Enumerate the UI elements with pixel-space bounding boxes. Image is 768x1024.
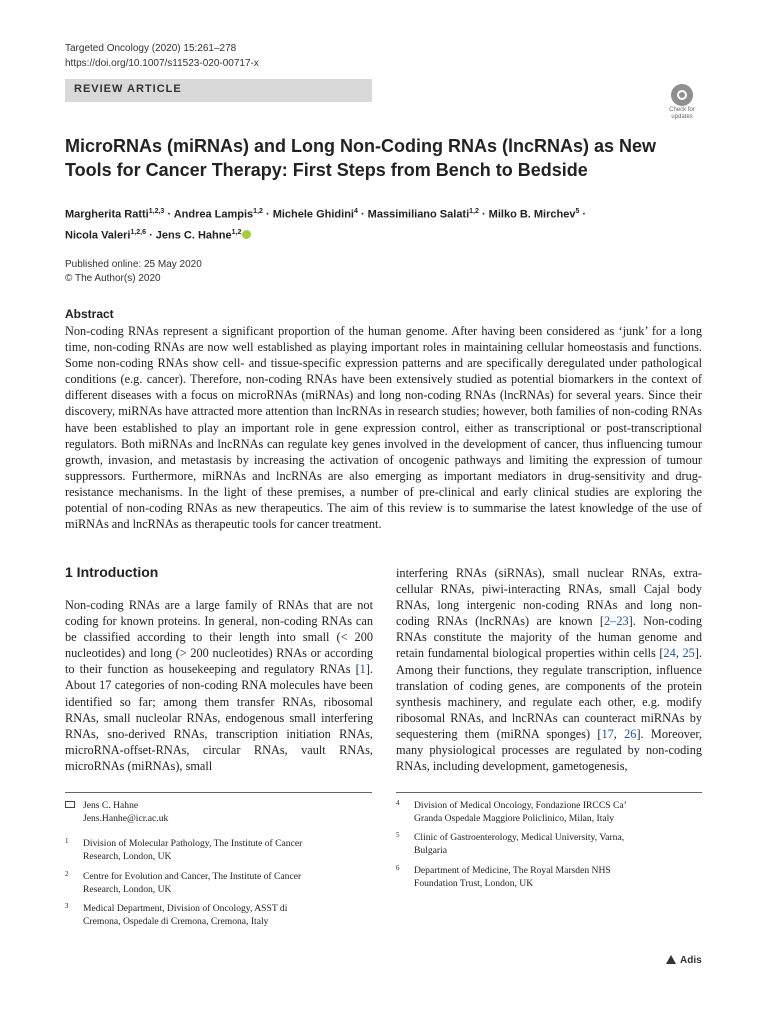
publication-info [65, 258, 202, 286]
footnote-line: Research, London, UK [83, 883, 172, 895]
abstract-heading: Abstract [65, 307, 114, 321]
author-name[interactable]: Massimiliano Salati [367, 208, 470, 221]
doi-link[interactable]: https://doi.org/10.1007/s11523-020-00717-x [65, 58, 259, 69]
citation-link[interactable]: 17 [601, 726, 614, 741]
author-affiliation: 1,2 [231, 228, 242, 236]
footnote-line: Division of Molecular Pathology, The Institute of Cancer [83, 838, 303, 849]
intro-text: , [613, 726, 625, 741]
author-name[interactable]: Michele Ghidini [272, 208, 354, 221]
affiliation-footnote [396, 832, 696, 858]
footnote-divider-left [65, 792, 372, 793]
published-date: Published online: 25 May 2020 [65, 259, 202, 270]
check-badge-line2: updates [671, 114, 693, 120]
footnote-line: Granda Ospedale Maggiore Policlinico, Milan, Italy [414, 812, 615, 824]
affiliation-footnote [396, 800, 696, 826]
footnote-line: Clinic of Gastroenterology, Medical University, Varna, [414, 832, 625, 843]
author-line-2: Nicola Valeri$^{1,2,6}$ · Jens C. Hahne$^{1,2}$ [65, 224, 685, 245]
footnote-line: Bulgaria [414, 844, 448, 856]
article-type-label: REVIEW ARTICLE [74, 83, 182, 95]
footnote-number: 3 [65, 902, 69, 910]
check-badge-line1: Check for [669, 107, 695, 113]
footnote-number: 1 [65, 837, 69, 845]
intro-text: ]. Among their functions, they regulate transcription, influence translation of coding genes, are components of the protein synthesis machinery, and regulate each other, e.g. modify ribosomal RNAs, and lncRNAs can counteract miRNAs by sequestering them (miRNA sponges) [ [396, 646, 702, 741]
abstract-text: Non-coding RNAs represent a significant proportion of the human genome. After having been considered as ‘junk’ for a long time, non-coding RNAs are now well established as playing important roles in maintaining cellular homeostasis and functions. Some non-coding RNAs show cell- and tissue-specific expression patterns and are specifically deregulated under pathological conditions (e.g. cancer). Therefore, non-coding RNAs have been extensively studied as potential biomarkers in the context of different diseases with a focus on microRNAs (miRNAs) and long non-coding RNAs (lncRNAs) for several years. Since their discovery, miRNAs have attracted more attention than lncRNAs in research studies; however, both families of non-coding RNAs have been established to play an important role in gene expression control, either as transcriptional or post-transcriptional regulators. Both miRNAs and lncRNAs can regulate key genes involved in the development of cancer, thus influencing tumour growth, invasion, and metastasis by increasing the activation of oncogenic pathways and limiting the expression of tumour suppressors. Furthermore, miRNAs and lncRNAs are also emerging as important mediators in drug-sensitivity and drug-resistance mechanisms. In the light of these premises, a number of pre-clinical and early clinical studies are exploring the potential of non-coding RNAs as new therapeutics. The aim of this review is to summarise the latest knowledge of the use of miRNAs and lncRNAs as therapeutic tools for cancer treatment. [65, 324, 702, 532]
intro-text: ]. About 17 categories of non-coding RNA molecules have been identified so far; among them transfer RNAs, ribosomal RNAs, small nucleolar RNAs, endogenous small interfering RNAs, sno-derived RNAs, transcription initiation RNAs, microRNA-offset-RNAs, circular RNAs, vault RNAs, microRNAs (miRNAs), small [65, 662, 373, 773]
footnote-line: Department of Medicine, The Royal Marsden NHS [414, 865, 611, 876]
footnote-line: Centre for Evolution and Cancer, The Institute of Cancer [83, 871, 302, 882]
affiliation-footnote [65, 838, 365, 864]
intro-text: , [675, 646, 683, 661]
author-affiliation: 1,2,6 [130, 228, 147, 236]
journal-header [65, 41, 259, 71]
contact-email[interactable]: Jens.Hanhe@icr.ac.uk [83, 812, 169, 824]
footnote-number: 2 [65, 870, 69, 878]
author-affiliation: 1,2,3 [148, 208, 165, 215]
citation-link[interactable]: 26 [624, 726, 637, 741]
intro-text: Non-coding RNAs are a large family of RNAs that are not coding for known proteins. In general, non-coding RNAs can be classified according to their length into small (< 200 nucleotides) and long (> 200 nucleotides) RNAs or according to their function as housekeeping and regulatory RNAs [ [65, 598, 373, 677]
footnote-number: 6 [396, 864, 400, 872]
citation-link[interactable]: 24 [663, 646, 676, 661]
citation-link[interactable]: 2–23 [604, 614, 629, 629]
journal-citation: Targeted Oncology (2020) 15:261–278 [65, 43, 237, 54]
check-for-updates-badge[interactable] [662, 84, 702, 124]
footnote-line: Cremona, Ospedale di Cremona, Cremona, Italy [83, 915, 269, 927]
author-list [65, 203, 685, 244]
author-name[interactable]: Margherita Ratti [65, 208, 149, 221]
envelope-icon [65, 801, 75, 808]
intro-text: ]. Moreover, many physiological processes are regulated by non-coding RNAs, including development, gametogenesis, [396, 726, 702, 774]
footnote-line: Foundation Trust, London, UK [414, 877, 534, 889]
citation-link[interactable]: 25 [682, 646, 695, 661]
footnote-line: Division of Medical Oncology, Fondazione IRCCS Ca’ [414, 800, 627, 811]
intro-text: ]. Non-coding RNAs constitute the majority of the human genome and retain fundamental biological properties within cells [ [396, 614, 702, 661]
citation-link[interactable]: 1 [359, 662, 366, 677]
adis-logo-icon [666, 955, 676, 964]
author-affiliation: 1,2 [469, 208, 479, 215]
affiliation-footnote [65, 903, 365, 929]
introduction-heading: 1 Introduction [65, 564, 159, 580]
footnote-number: 5 [396, 831, 400, 839]
orcid-icon[interactable] [242, 230, 251, 239]
author-name[interactable]: Milko B. Mirchev [488, 208, 576, 221]
check-updates-icon [671, 84, 693, 106]
author-name[interactable]: Nicola Valeri [65, 229, 131, 242]
publisher-name: Adis [680, 955, 702, 966]
intro-right-column [396, 565, 702, 774]
article-title: MicroRNAs (miRNAs) and Long Non-Coding RNAs (lncRNAs) as New Tools for Cancer Therapy: First Steps from Bench to Bedside [65, 136, 657, 180]
contact-name: Jens C. Hahne [83, 800, 139, 811]
affiliation-footnote [65, 871, 365, 897]
article-type-banner [65, 79, 372, 102]
affiliation-footnote [396, 865, 696, 891]
author-name[interactable]: Jens C. Hahne [155, 229, 232, 242]
corresponding-author [65, 800, 365, 826]
copyright: © The Author(s) 2020 [65, 273, 161, 284]
author-name[interactable]: Andrea Lampis [173, 208, 254, 221]
author-affiliation: 4 [353, 208, 358, 215]
author-affiliation: 1,2 [253, 208, 263, 215]
intro-text: interfering RNAs (siRNAs), small nuclear RNAs, extra-cellular RNAs, piwi-interacting RNAs, small Cajal body RNAs, long intergenic non-coding RNAs and long non-coding RNAs (lncRNAs) are known [ [396, 566, 702, 629]
footnote-line: Medical Department, Division of Oncology, ASST di [83, 903, 288, 914]
author-affiliation: 5 [575, 208, 580, 215]
intro-left-column [65, 597, 373, 774]
author-line-1: Margherita Ratti$^{1,2,3}$ · Andrea Lampis$^{1,2}$ · Michele Ghidini$^4$ · Massimiliano Salati$^{1,2}$ · Milko B. Mirchev$^5$ · [65, 208, 587, 221]
publisher-logo [666, 955, 702, 966]
footnote-divider-right [396, 792, 702, 793]
footnote-number: 4 [396, 799, 400, 807]
footnote-line: Research, London, UK [83, 850, 172, 862]
